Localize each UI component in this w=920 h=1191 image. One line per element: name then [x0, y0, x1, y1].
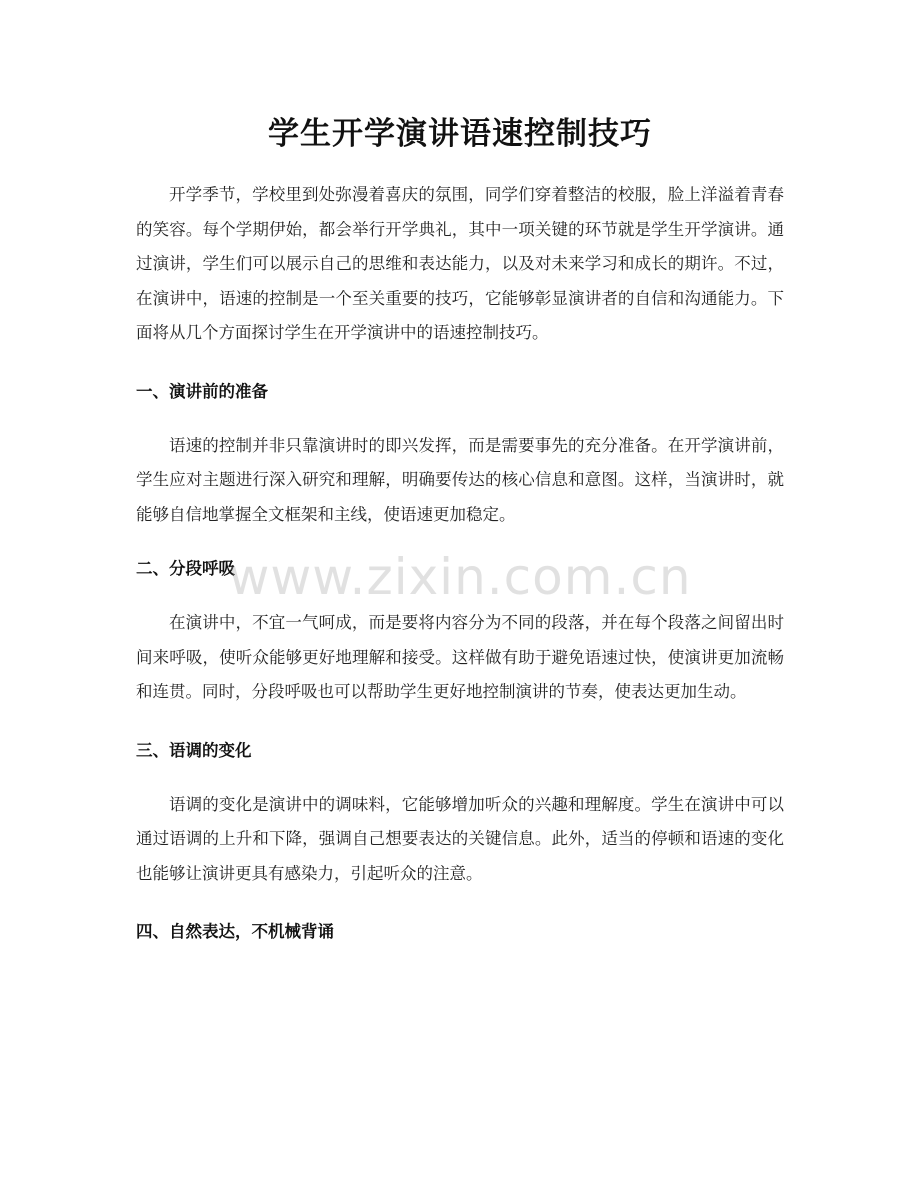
document-title: 学生开学演讲语速控制技巧	[268, 116, 652, 152]
document-body	[136, 178, 784, 949]
section-heading-breathing: 二、分段呼吸	[136, 559, 235, 578]
watermark-text: www.zixin.com.cn	[228, 548, 692, 606]
section-paragraph-preparation: 语速的控制并非只靠演讲时的即兴发挥，而是需要事先的充分准备。在开学演讲前，学生应对主题进行深入研究和理解，明确要传达的核心信息和意图。这样，当演讲时，就能够自信地掌握全文框架和主线，使语速更加稳定。	[136, 435, 784, 524]
section-heading-natural-expression: 四、自然表达，不机械背诵	[136, 922, 334, 941]
intro-paragraph: 开学季节，学校里到处弥漫着喜庆的氛围，同学们穿着整洁的校服，脸上洋溢着青春的笑容。每个学期伊始，都会举行开学典礼，其中一项关键的环节就是学生开学演讲。通过演讲，学生们可以展示自己的思维和表达能力，以及对未来学习和成长的期许。不过，在演讲中，语速的控制是一个至关重要的技巧，它能够彰显演讲者的自信和沟通能力。下面将从几个方面探讨学生在开学演讲中的语速控制技巧。	[136, 185, 784, 342]
section-heading-preparation: 一、演讲前的准备	[136, 381, 268, 401]
section-heading-intonation: 三、语调的变化	[136, 740, 252, 760]
section-paragraph-intonation: 语调的变化是演讲中的调味料，它能够增加听众的兴趣和理解度。学生在演讲中可以通过语调的上升和下降，强调自己想要表达的关键信息。此外，适当的停顿和语速的变化也能够让演讲更具有感染力，引起听众的注意。	[136, 794, 784, 883]
section-paragraph-breathing: 在演讲中，不宜一气呵成，而是要将内容分为不同的段落，并在每个段落之间留出时间来呼吸，使听众能够更好地理解和接受。这样做有助于避免语速过快，使演讲更加流畅和连贯。同时，分段呼吸也可以帮助学生更好地控制演讲的节奏，使表达更加生动。	[136, 613, 784, 701]
